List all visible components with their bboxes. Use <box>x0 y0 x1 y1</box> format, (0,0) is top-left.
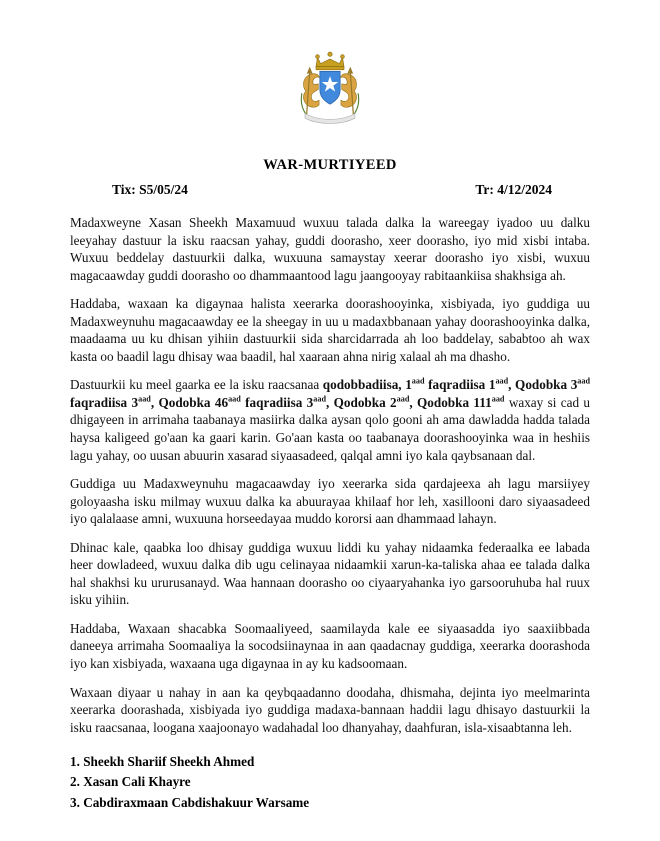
sup-mark-2: aad <box>495 376 509 386</box>
article-item-2: faqradiisa 1 <box>424 377 496 393</box>
sup-mark-7: aad <box>396 394 410 404</box>
article-item-1: qodobbadiisa, 1 <box>322 377 412 393</box>
paragraph-3: Guddiga uu Madaxweynuhu magacaawday iyo xeerarka sida qardajeexa ah lagu marsiiyey goloyaasha isku milmay wuxuu dalka ka abuurayaa khilaaf hor leh, xasillooni daro siyaasadeed iyo qalalaase amni, wuxuuna horseedayaa muddo kororsi aan dhammaad lahayn. <box>70 476 590 527</box>
paragraph-4: Dhinac kale, qaabka loo dhisay guddiga wuxuu liddi ku yahay nidaamka federaalka ee labada heer dowladeed, wuxuu dalka dib ugu celinayaa nidaamkii xarun-ka-taliska ahaa ee talada dalka hal shakhsi ku ururusanayd. Waa hannaan doorasho oo ciyaaryahanka iyo garsooruhuba hal ruux isku yihiin. <box>70 539 590 608</box>
signatory-1: 1. Sheekh Shariif Sheekh Ahmed <box>70 754 255 770</box>
emphasis-tail: waxay si cad u dhigayeen in arrimaha taabanaya masiirka dalka aysan qolo gooni ah ama dawladda hadda talada haysa kaligeed go'aan ka gaari karin. Go'aan kasta oo taabanaya doorashooyinka waa in heshiis lagu yahay, oo uusan abuurin xasarad siyaasadeed, qalqal amni iyo kala qaybsanaan dal. <box>70 394 591 463</box>
signatories-list <box>70 752 590 811</box>
reference-number: Tix: S5/05/24 <box>112 182 188 197</box>
article-item-8: , Qodobka 111 <box>409 394 492 410</box>
emblem-container <box>70 48 590 131</box>
article-item-3: , Qodobka 3 <box>508 377 578 393</box>
paragraph-6: Waxaan diyaar u nahay in aan ka qeybqaadanno doodaha, dhismaha, dejinta iyo meelmarinta xeerarka doorashada, xisbiyada iyo guddiga madaxa-bannaan haddii lagu dhisayo dastuurkii la isku raacsanaa, loogana xaajoonayo wadahadal loo dhanyahay, daahfuran, isla-xisaabtanna leh. <box>70 684 590 735</box>
document-meta <box>70 182 590 198</box>
paragraph-constitution-articles <box>70 376 590 464</box>
article-item-5: , Qodobka 46 <box>150 394 229 410</box>
paragraph-2: Haddaba, waxaan ka digaynaa halista xeerarka doorashooyinka, xisbiyada, iyo guddiga uu Madaxweynuhu magacaawday ee la sheegay in uu u madaxbbanaan yahay doorashooyinka dalka, maadaama uu ku dhisan yihiin dastuurkii sida sharcidarrada ah loo baddelay, sababtoo ah wax kasta oo baadil lagu dhisay waa baadil, hal xaaraan ahna nirig xalaal ah ma dhasho. <box>70 296 590 364</box>
article-item-7: , Qodobka 2 <box>325 394 397 410</box>
paragraph-5: Haddaba, Waxaan shacabka Soomaaliyeed, saamilayda kale ee siyaasadda iyo saaxiibbada daneeya arrimaha Soomaaliya la socodsiinaynaa in aan qaadacnay guddiga, xeerarka doorashoda iyo kan xisbiyada, waxaana uga digaynaa in ay ku kadsoomaan. <box>70 620 590 672</box>
sup-mark-4: aad <box>138 394 151 404</box>
sup-mark-5: aad <box>228 394 241 404</box>
somalia-coat-of-arms-icon <box>282 48 378 126</box>
article-item-6: faqradiisa 3 <box>240 394 314 410</box>
document-title: WAR-MURTIYEED <box>263 157 397 173</box>
paragraph-1: Madaxweyne Xasan Sheekh Maxamuud wuxuu talada dalka la wareegay iyadoo uu dalku leeyahay dastuur la isku raacsan yahay, guddi doorasho, xeer doorasho, iyo mid xisbi intaba. Wuxuu beddelay dastuurkii dalka, wuxuuna samaystay xeerar doorasho iyo xisbi, wuxuu magacaawday guddi doorasho oo dhammaantood lagu jaangooyay rabitaankiisa shakhsiga ah. <box>70 215 590 283</box>
sup-mark-3: aad <box>577 376 591 386</box>
document-date: Tr: 4/12/2024 <box>475 182 552 197</box>
signatory-3: 3. Cabdiraxmaan Cabdishakuur Warsame <box>70 794 310 810</box>
document-body <box>70 214 590 736</box>
signatory-2: 2. Xasan Cali Khayre <box>70 774 191 790</box>
sup-mark-6: aad <box>313 394 326 404</box>
emphasis-lead: Dastuurkii ku meel gaarka ee la isku raacsanaa <box>70 377 323 393</box>
sup-mark-1: aad <box>411 376 425 386</box>
article-item-4: faqradiisa 3 <box>70 394 139 410</box>
sup-mark-8: aad <box>491 394 505 404</box>
